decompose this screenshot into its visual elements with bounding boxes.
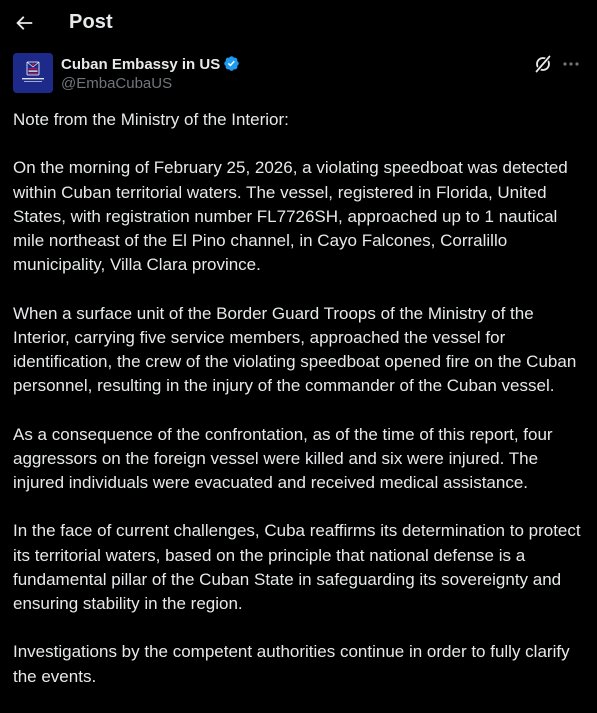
grok-button[interactable] [533, 54, 553, 74]
more-horizontal-icon [561, 54, 581, 74]
top-bar [0, 0, 597, 48]
author-handle[interactable]: @EmbaCubaUS [61, 75, 173, 92]
post-paragraph: Investigations by the competent authorities continue in order to fully clarify the events. [13, 642, 570, 686]
post-paragraph: As a consequence of the confrontation, as of the time of this report, four aggressors on the foreign vessel were killed and six were injured. The injured individuals were evacuated and received medical assistance. [13, 424, 553, 492]
grok-icon [533, 54, 553, 74]
avatar[interactable] [13, 53, 53, 93]
author-name-text[interactable]: Cuban Embassy in US [61, 56, 221, 73]
author-name[interactable] [61, 55, 240, 73]
embassy-seal-icon [13, 53, 53, 93]
post-paragraph: Note from the Ministry of the Interior: [13, 110, 289, 129]
back-button[interactable] [13, 12, 35, 34]
verified-badge-icon [223, 55, 240, 72]
more-options-button[interactable] [561, 54, 581, 74]
post-text [13, 108, 585, 713]
post-author [13, 53, 584, 95]
post-paragraph: When a surface unit of the Border Guard Troops of the Ministry of the Interior, carrying five service members, approached the vessel for identification, the crew of the violating speedboat opened fire on the Cuban personnel, resulting in the injury of the commander of the Cuban vessel. [13, 303, 577, 396]
page-title: Post [69, 11, 113, 33]
post-paragraph: On the morning of February 25, 2026, a violating speedboat was detected within Cuban territorial waters. The vessel, registered in Florida, United States, with registration number FL7726SH, approached up to 1 nautical mile northeast of the El Pino channel, in Cayo Falcones, Corralillo municipality, Villa Clara province. [13, 158, 568, 275]
post-paragraph: In the face of current challenges, Cuba reaffirms its determination to protect its territorial waters, based on the principle that national defense is a fundamental pillar of the Cuban State in safeguarding its sovereignty and ensuring stability in the region. [13, 521, 581, 613]
arrow-left-icon [13, 12, 35, 34]
